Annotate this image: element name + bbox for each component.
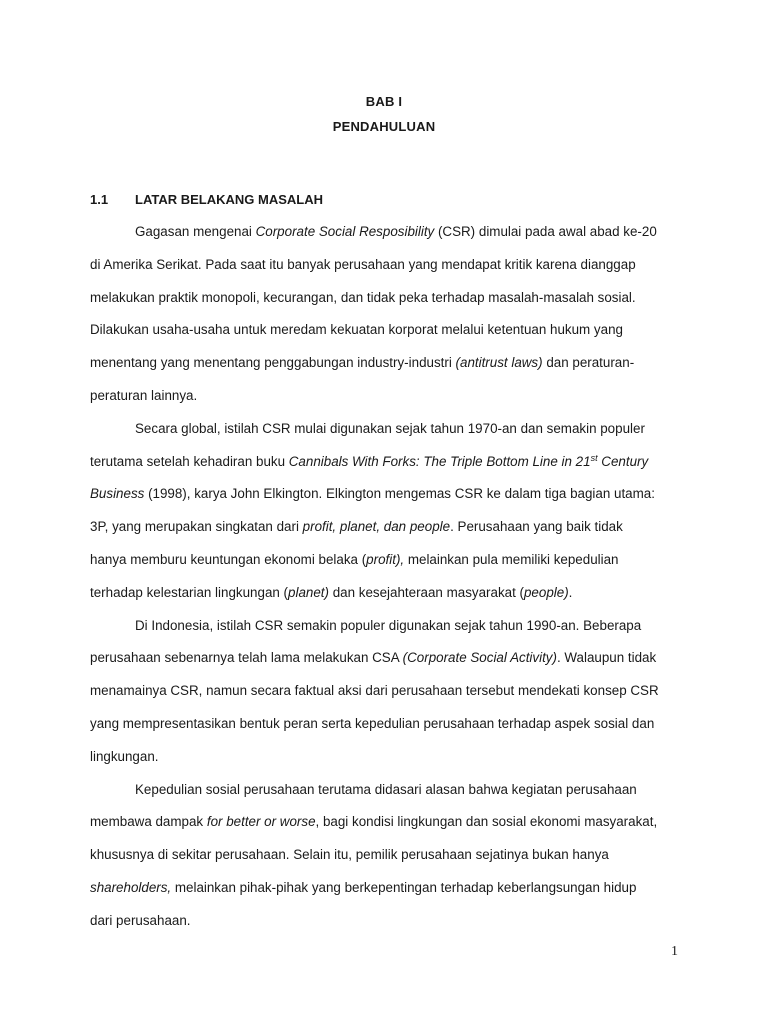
italic-text: Business — [90, 486, 145, 502]
italic-text: Cannibals With Forks: The Triple Bottom Line in 21 — [288, 453, 591, 469]
section-heading — [90, 192, 323, 207]
text-span: menamainya CSR, namun secara faktual aksi dari perusahaan tersebut mendekati konsep CSR — [90, 683, 659, 699]
text-span: menentang yang menentang penggabungan industry-industri — [90, 355, 456, 371]
text-line — [90, 650, 656, 666]
text-span: lingkungan. — [90, 748, 159, 764]
text-span: terutama setelah kehadiran buku — [90, 453, 289, 469]
text-line — [135, 224, 657, 240]
text-line — [90, 716, 654, 732]
chapter-number: BAB I — [365, 94, 403, 109]
italic-text: st — [590, 452, 598, 463]
italic-text: for better or worse — [206, 814, 316, 830]
text-line — [90, 388, 197, 404]
text-span: Secara global, istilah CSR mulai digunakan sejak tahun 1970-an dan semakin populer — [135, 420, 645, 436]
text-span: Dilakukan usaha-usaha untuk meredam kekuatan korporat melalui ketentuan hukum yang — [90, 322, 623, 338]
text-span: di Amerika Serikat. Pada saat itu banyak perusahaan yang mendapat kritik karena dianggap — [90, 256, 636, 272]
text-span: perusahaan sebenarnya telah lama melakukan CSA — [90, 650, 403, 666]
text-span: (1998), karya John Elkington. Elkington mengemas CSR ke dalam tiga bagian utama: — [144, 486, 655, 502]
text-line — [90, 913, 191, 929]
text-span: yang mempresentasikan bentuk peran serta kepedulian perusahaan terhadap aspek sosial dan — [90, 716, 655, 731]
chapter-title: PENDAHULUAN — [332, 119, 436, 134]
text-span: dan kesejahteraan masyarakat ( — [328, 584, 524, 600]
italic-text: profit, planet, dan people — [302, 519, 451, 535]
text-line — [90, 585, 572, 601]
text-line — [90, 814, 657, 830]
italic-text: (Corporate Social Activity) — [402, 650, 557, 666]
italic-text: shareholders, — [90, 880, 172, 895]
text-line — [90, 454, 648, 470]
text-span: dari perusahaan. — [90, 912, 191, 928]
italic-text: Century — [597, 453, 649, 469]
italic-text: (antitrust laws) — [455, 355, 543, 371]
text-line — [90, 322, 623, 338]
italic-text: planet) — [288, 584, 329, 600]
text-span: Di Indonesia, istilah CSR semakin populer digunakan sejak tahun 1990-an. Beberapa — [135, 617, 642, 633]
section-title: LATAR BELAKANG MASALAH — [135, 192, 323, 207]
text-span: Kepedulian sosial perusahaan terutama didasari alasan bahwa kegiatan perusahaan — [135, 781, 637, 797]
text-line — [90, 880, 636, 896]
text-span: 3P, yang merupakan singkatan dari — [90, 519, 303, 535]
text-line — [90, 290, 636, 306]
text-line — [90, 486, 655, 502]
text-span: dan peraturan- — [542, 355, 635, 371]
text-span: membawa dampak — [90, 814, 207, 830]
text-span: melakukan praktik monopoli, kecurangan, dan tidak peka terhadap masalah-masalah sosial. — [90, 289, 636, 305]
text-line — [90, 552, 619, 568]
text-line — [135, 782, 637, 798]
text-span: . Walaupun tidak — [556, 650, 657, 666]
page-number: 1 — [671, 944, 678, 959]
italic-text: Corporate Social Resposibility — [255, 224, 435, 239]
text-line — [135, 618, 641, 634]
text-span: (CSR) dimulai pada awal abad ke-20 — [434, 224, 657, 239]
text-line — [90, 355, 634, 371]
text-span: . — [568, 584, 573, 600]
text-span: Gagasan mengenai — [135, 224, 256, 239]
text-span: , bagi kondisi lingkungan dan sosial ekonomi masyarakat, — [315, 814, 658, 830]
italic-text: people) — [523, 584, 569, 600]
section-number: 1.1 — [90, 192, 109, 207]
text-span: peraturan lainnya. — [90, 388, 198, 403]
text-line — [90, 519, 623, 535]
text-line — [90, 257, 636, 273]
text-span: melainkan pula memiliki kepedulian — [404, 552, 619, 567]
text-line — [90, 683, 659, 699]
text-span: hanya memburu keuntungan ekonomi belaka ( — [90, 552, 367, 567]
text-span: . Perusahaan yang baik tidak — [450, 519, 623, 535]
text-span: khususnya di sekitar perusahaan. Selain itu, pemilik perusahaan sejatinya bukan hanya — [90, 847, 609, 863]
text-span: terhadap kelestarian lingkungan ( — [90, 584, 289, 600]
text-line — [135, 421, 645, 437]
text-span: melainkan pihak-pihak yang berkepentingan terhadap keberlangsungan hidup — [171, 880, 637, 895]
italic-text: profit), — [366, 552, 405, 567]
text-line — [90, 847, 609, 863]
text-line — [90, 749, 159, 765]
